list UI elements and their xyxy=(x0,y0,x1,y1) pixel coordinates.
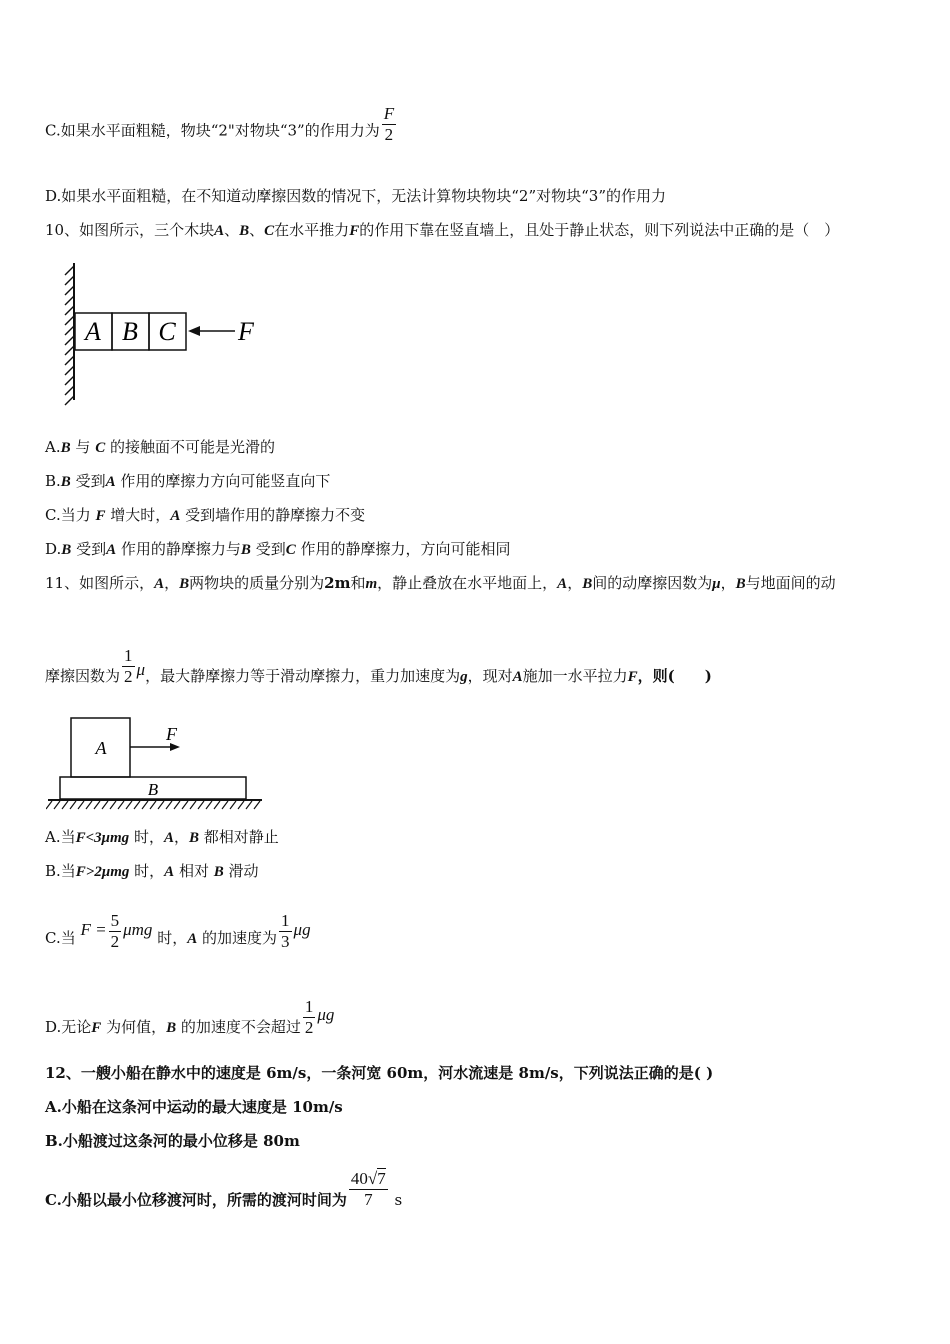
block-b-label: B xyxy=(122,317,138,346)
option-text: 受到墙作用的静摩擦力不变 xyxy=(185,506,366,524)
var: B xyxy=(582,576,593,592)
option-prefix: C.当力 xyxy=(45,506,91,524)
q11-option-d xyxy=(45,996,335,1038)
var: B xyxy=(189,830,200,846)
var: F xyxy=(95,508,106,524)
option-prefix: A.当 xyxy=(45,828,76,846)
q11-stem-part: 施加一水平拉力 xyxy=(522,667,628,685)
option-text: 为何值， xyxy=(106,1018,167,1036)
q11-stem-part: 摩擦因数为 xyxy=(45,667,121,685)
force-arrow-head xyxy=(188,326,200,336)
option-text: 时， xyxy=(157,929,188,947)
block-a-label: A xyxy=(95,738,107,758)
block-b-label: B xyxy=(147,780,159,799)
option-text: 时， xyxy=(134,862,165,880)
unit: s xyxy=(394,1191,403,1209)
q11-option-c xyxy=(45,910,311,952)
option-text: 时， xyxy=(133,828,164,846)
separator: ， xyxy=(173,828,189,846)
wall-hatching xyxy=(65,266,74,405)
fraction-numerator: 1 xyxy=(124,645,133,665)
math-rhs: μmg xyxy=(123,920,153,939)
fraction-denominator: 7 xyxy=(349,1189,388,1210)
var: A xyxy=(164,864,175,880)
fraction-numerator: 5 xyxy=(110,910,120,930)
fraction xyxy=(279,911,292,952)
var: B xyxy=(735,576,746,592)
fraction-denominator: 2 xyxy=(304,1017,314,1037)
q11-stem-part: 两物块的质量分别为 xyxy=(189,574,325,592)
q11-option-a xyxy=(45,827,279,848)
math-acceleration: μg xyxy=(317,1005,335,1024)
q10-stem-part: 的作用下靠在竖直墙上，且处于静止状态，则下列说法中正确的是（ ） xyxy=(359,221,840,239)
var: B xyxy=(166,1020,177,1036)
q10-option-a xyxy=(45,437,275,458)
option-prefix: B. xyxy=(45,472,61,490)
var: m xyxy=(365,576,378,592)
fraction-numerator xyxy=(349,1169,388,1189)
separator: ， xyxy=(164,574,180,592)
mu-symbol: μ xyxy=(136,660,146,679)
option-prefix: D. xyxy=(45,540,62,558)
fraction-numerator: 1 xyxy=(281,910,290,930)
math-lhs: F = xyxy=(80,920,107,939)
var: A xyxy=(170,508,181,524)
q12-option-a: A.小船在这条河中运动的最大速度是 10m/s xyxy=(45,1098,343,1116)
block-a-label: A xyxy=(85,317,101,346)
option-text: 的加速度不会超过 xyxy=(180,1018,301,1036)
fraction xyxy=(303,997,316,1038)
var: 2m xyxy=(324,574,351,592)
q11-option-b xyxy=(45,861,259,882)
option-text: 增大时， xyxy=(110,506,171,524)
option-text: 的接触面不可能是光滑的 xyxy=(110,438,276,456)
separator: ， xyxy=(720,574,736,592)
q10-stem xyxy=(45,220,839,241)
option-text: 相对 xyxy=(178,862,209,880)
q11-stem-part: ，静止叠放在水平地面上， xyxy=(377,574,558,592)
var: A xyxy=(154,576,165,592)
force-arrow-head xyxy=(170,743,180,751)
fraction-denominator: 3 xyxy=(281,931,290,951)
separator: ， xyxy=(567,574,583,592)
math-expression: F>2μmg xyxy=(75,864,130,880)
option-prefix: A. xyxy=(45,438,61,456)
q11-stem-part: ，最大静摩擦力等于滑动摩擦力，重力加速度为 xyxy=(145,667,461,685)
fraction xyxy=(122,646,135,687)
q11-figure xyxy=(46,712,266,812)
q10-stem-part: 在水平推力 xyxy=(274,221,350,239)
option-text: 作用的静摩擦力与 xyxy=(120,540,241,558)
q11-stem-part: ，则( ) xyxy=(637,667,712,685)
option-text: 受到 xyxy=(75,472,106,490)
fraction-denominator: 2 xyxy=(110,931,120,951)
var: B xyxy=(60,440,71,456)
var-f: F xyxy=(349,223,360,239)
q9-option-c xyxy=(45,104,398,145)
fraction xyxy=(109,911,122,952)
var: g xyxy=(460,669,468,685)
fraction xyxy=(349,1169,388,1210)
q12-option-c xyxy=(45,1168,403,1210)
option-prefix: B.当 xyxy=(45,862,76,880)
fraction-denominator: 2 xyxy=(382,124,396,145)
q10-option-c xyxy=(45,505,365,526)
var: C xyxy=(285,542,296,558)
var: C xyxy=(95,440,106,456)
q10-option-b xyxy=(45,471,330,492)
var: B xyxy=(60,474,71,490)
q11-stem-part: 11、如图所示， xyxy=(45,574,155,592)
var: A xyxy=(512,669,523,685)
q11-stem-part: 间的动摩擦因数为 xyxy=(592,574,713,592)
q11-stem-line2 xyxy=(45,645,712,687)
math-acceleration: μg xyxy=(293,920,311,939)
var: A xyxy=(163,830,174,846)
var-a: A xyxy=(214,223,225,239)
var: F xyxy=(91,1020,102,1036)
var: A xyxy=(557,576,568,592)
option-prefix: D.无论 xyxy=(45,1018,92,1036)
q9-option-c-fraction xyxy=(382,104,396,145)
option-text: 作用的静摩擦力，方向可能相同 xyxy=(300,540,511,558)
var: B xyxy=(213,864,224,880)
q11-stem-part: 与地面间的动 xyxy=(745,574,836,592)
q10-stem-part: 10、如图所示，三个木块 xyxy=(45,221,215,239)
var: B xyxy=(179,576,190,592)
var-c: C xyxy=(264,223,275,239)
q12-stem: 12、一艘小船在静水中的速度是 6m/s，一条河宽 60m，河水流速是 8m/s，下列说法正确的是( ) xyxy=(45,1064,714,1082)
var-b: B xyxy=(239,223,250,239)
separator: 、 xyxy=(249,221,265,239)
q10-option-d xyxy=(45,539,511,560)
math-expression: F<3μmg xyxy=(75,830,130,846)
q11-stem-part: 和 xyxy=(350,574,366,592)
var: A xyxy=(187,931,198,947)
option-text: 作用的摩擦力方向可能竖直向下 xyxy=(120,472,331,490)
option-text: 都相对静止 xyxy=(203,828,279,846)
block-c-label: C xyxy=(158,317,176,346)
q9-option-c-text: C.如果水平面粗糙，物块“2"对物块“3”的作用力为 xyxy=(45,121,380,140)
option-text: 的加速度为 xyxy=(202,929,278,947)
option-text: 滑动 xyxy=(228,862,259,880)
q11-stem-line1 xyxy=(45,573,836,594)
sqrt-icon: √ xyxy=(367,1168,378,1188)
var: μ xyxy=(712,576,721,592)
numerator-coefficient: 40 xyxy=(350,1168,368,1188)
option-prefix: C.当 xyxy=(45,929,76,947)
q11-stem-part: ，现对 xyxy=(467,667,513,685)
var: A xyxy=(105,474,116,490)
force-label: F xyxy=(166,724,177,744)
fraction-numerator: 1 xyxy=(304,996,314,1016)
q9-option-d: D.如果水平面粗糙，在不知道动摩擦因数的情况下，无法计算物块物块“2”对物块“3”的作用力 xyxy=(45,187,667,205)
var: B xyxy=(61,542,72,558)
radicand: 7 xyxy=(377,1168,386,1188)
var: B xyxy=(240,542,251,558)
q12-option-b: B.小船渡过这条河的最小位移是 80m xyxy=(45,1132,300,1150)
q10-figure xyxy=(60,258,270,408)
option-text: 与 xyxy=(75,438,91,456)
fraction-numerator: F xyxy=(383,104,395,123)
var: A xyxy=(106,542,117,558)
ground-hatching xyxy=(46,801,260,809)
option-text: 受到 xyxy=(76,540,107,558)
fraction-denominator: 2 xyxy=(124,666,133,686)
option-text: C.小船以最小位移渡河时，所需的渡河时间为 xyxy=(45,1191,347,1209)
option-text: 受到 xyxy=(255,540,286,558)
separator: 、 xyxy=(224,221,240,239)
var: F xyxy=(627,669,638,685)
force-label: F xyxy=(238,317,254,346)
